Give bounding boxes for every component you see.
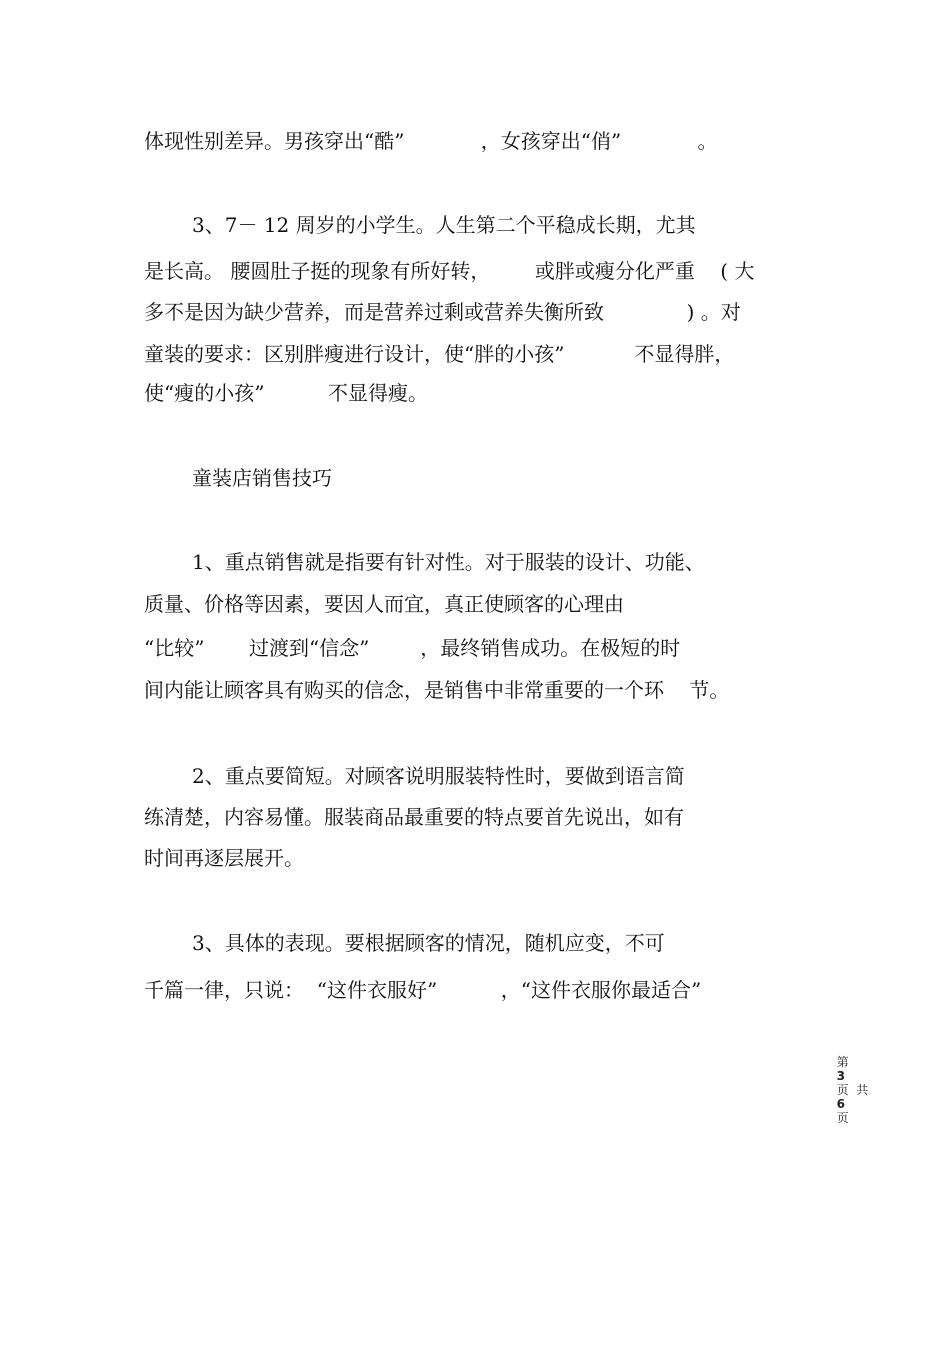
text-line: 质量、价格等因素，要因人而宜，真正使顾客的心理由	[144, 592, 624, 616]
total-page-count: 6	[836, 1097, 845, 1111]
current-page-number: 3	[836, 1069, 845, 1083]
page-indicator-mid: 页 共	[836, 1083, 869, 1097]
page-indicator-suffix: 页	[836, 1111, 849, 1125]
text-line: “比较” 过渡到“信念” ，最终销售成功。在极短的时	[144, 636, 681, 660]
text-line: 练清楚，内容易懂。服装商品最重要的特点要首先说出，如有	[144, 805, 684, 829]
text-line: 体现性别差异。男孩穿出“酷” ，女孩穿出“俏” 。	[144, 129, 718, 153]
text-line: 2、重点要简短。对顾客说明服装特性时，要做到语言简	[192, 764, 685, 788]
text-line: 千篇一律，只说： “这件衣服好” ，“这件衣服你最适合”	[144, 978, 702, 1002]
page-indicator	[829, 1041, 868, 1125]
section-heading: 童装店销售技巧	[192, 466, 332, 490]
text-line: 多不是因为缺少营养，而是营养过剩或营养失衡所致 ) 。对	[144, 300, 741, 324]
text-line: 1、重点销售就是指要有针对性。对于服装的设计、功能、	[192, 550, 705, 574]
text-line: 童装的要求：区别胖瘦进行设计，使“胖的小孩” 不显得胖，	[144, 342, 735, 366]
text-line: 时间再逐层展开。	[144, 846, 304, 870]
text-line: 使“瘦的小孩” 不显得瘦。	[144, 381, 429, 405]
text-line: 是长高。 腰圆肚子挺的现象有所好转， 或胖或瘦分化严重 ( 大	[144, 259, 755, 283]
text-line: 间内能让顾客具有购买的信念，是销售中非常重要的一个环 节。	[144, 678, 730, 702]
text-line: 3、7－ 12 周岁的小学生。人生第二个平稳成长期，尤其	[192, 213, 696, 237]
text-line: 3、具体的表现。要根据顾客的情况，随机应变，不可	[192, 931, 665, 955]
page-indicator-prefix: 第	[836, 1055, 849, 1069]
